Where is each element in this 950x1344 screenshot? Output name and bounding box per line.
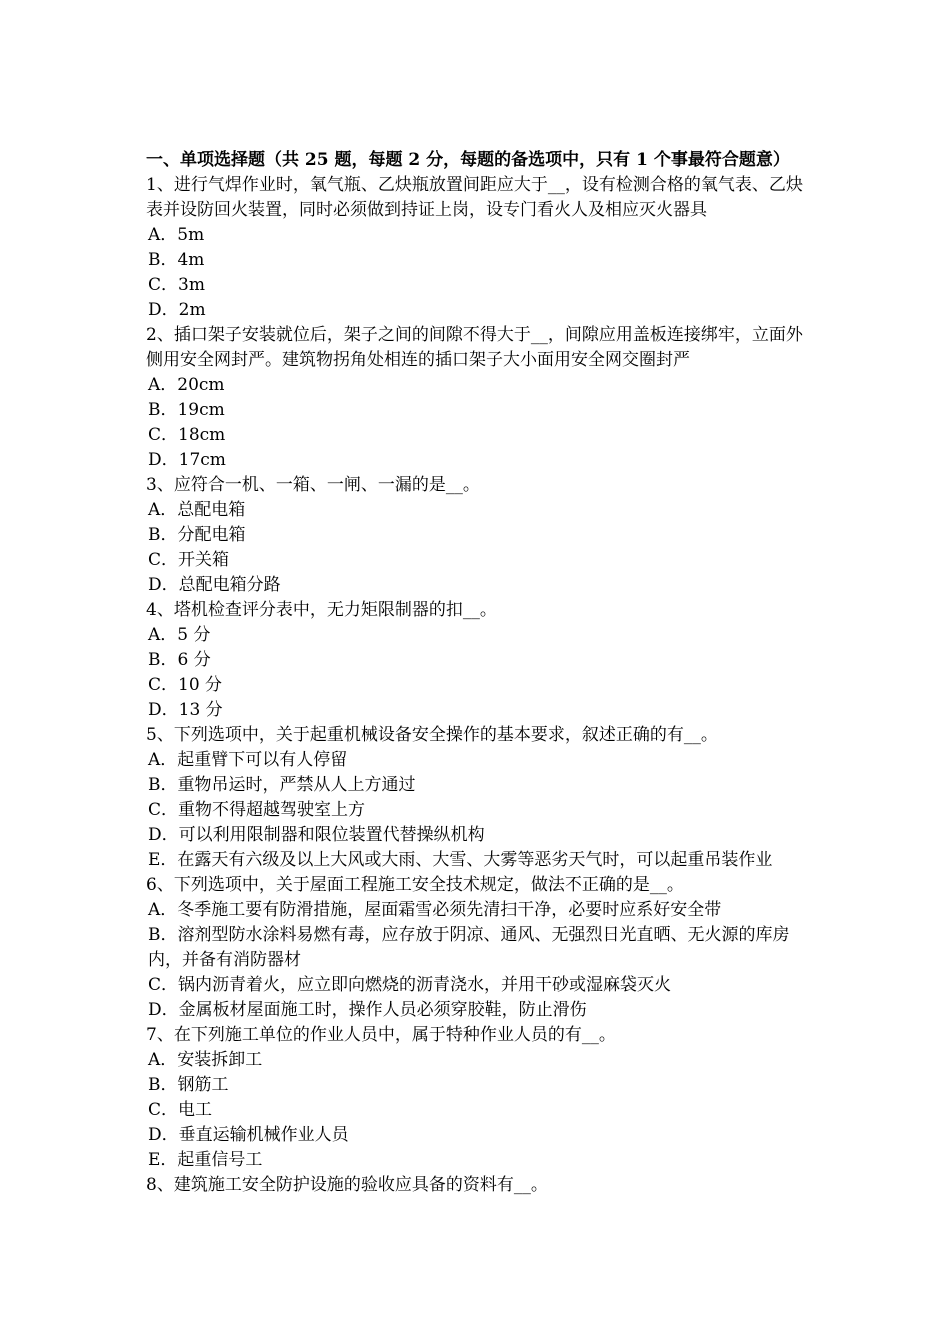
- option-c: C．10 分: [148, 675, 223, 695]
- option-c: C．18cm: [148, 425, 226, 445]
- option-d: D．可以利用限制器和限位装置代替操纵机构: [148, 825, 485, 845]
- option-b: B．钢筋工: [148, 1075, 229, 1095]
- question-5: [146, 723, 810, 873]
- option-c: C．开关箱: [148, 550, 230, 570]
- option-d: D．金属板材屋面施工时，操作人员必须穿胶鞋，防止滑伤: [148, 1000, 587, 1020]
- question-stem: 5、下列选项中，关于起重机械设备安全操作的基本要求，叙述正确的有__。: [146, 725, 718, 745]
- question-stem: 8、建筑施工安全防护设施的验收应具备的资料有__。: [146, 1175, 548, 1195]
- question-stem: 7、在下列施工单位的作业人员中，属于特种作业人员的有__。: [146, 1025, 616, 1045]
- question-stem: 4、塔机检查评分表中，无力矩限制器的扣__。: [146, 600, 497, 620]
- option-c: C．锅内沥青着火，应立即向燃烧的沥青浇水，并用干砂或湿麻袋灭火: [148, 975, 672, 995]
- option-a: A．起重臂下可以有人停留: [148, 750, 348, 770]
- option-b: B．19cm: [148, 400, 225, 420]
- question-stem: 6、下列选项中，关于屋面工程施工安全技术规定，做法不正确的是__。: [146, 875, 684, 895]
- question-6: [146, 873, 810, 1023]
- option-e: E．在露天有六级及以上大风或大雨、大雪、大雾等恶劣天气时，可以起重吊装作业: [148, 850, 773, 870]
- option-a: A．5m: [148, 225, 205, 245]
- question-1: [146, 173, 810, 323]
- option-d: D．13 分: [148, 700, 223, 720]
- option-a: A．5 分: [148, 625, 211, 645]
- option-d: D．总配电箱分路: [148, 575, 281, 595]
- option-b: B．6 分: [148, 650, 211, 670]
- option-b: B．4m: [148, 250, 205, 270]
- question-3: [146, 473, 810, 598]
- option-a: A．总配电箱: [148, 500, 246, 520]
- question-2: [146, 323, 810, 473]
- option-b: B．分配电箱: [148, 525, 246, 545]
- option-a: A．冬季施工要有防滑措施，屋面霜雪必须先清扫干净，必要时应系好安全带: [148, 900, 722, 920]
- option-d: D．2m: [148, 300, 206, 320]
- question-stem: 1、进行气焊作业时，氧气瓶、乙炔瓶放置间距应大于__，设有检测合格的氧气表、乙炔表并设防回火装置，同时必须做到持证上岗，设专门看火人及相应灭火器具: [146, 175, 803, 220]
- option-b: B．溶剂型防水涂料易燃有毒，应存放于阴凉、通风、无强烈日光直晒、无火源的库房内，并备有消防器材: [148, 925, 790, 970]
- option-c: C．电工: [148, 1100, 213, 1120]
- option-a: A．安装拆卸工: [148, 1050, 263, 1070]
- question-4: [146, 598, 810, 723]
- option-b: B．重物吊运时，严禁从人上方通过: [148, 775, 416, 795]
- question-stem: 3、应符合一机、一箱、一闸、一漏的是__。: [146, 475, 480, 495]
- option-c: C．3m: [148, 275, 205, 295]
- option-d: D．垂直运输机械作业人员: [148, 1125, 349, 1145]
- section-heading: 一、单项选择题（共 25 题，每题 2 分，每题的备选项中，只有 1 个事最符合题意）: [146, 150, 790, 170]
- question-7: [146, 1023, 810, 1173]
- option-a: A．20cm: [148, 375, 225, 395]
- option-d: D．17cm: [148, 450, 226, 470]
- option-e: E．起重信号工: [148, 1150, 263, 1170]
- option-c: C．重物不得超越驾驶室上方: [148, 800, 366, 820]
- question-8: [146, 1173, 810, 1198]
- document-page: [146, 148, 810, 1198]
- question-stem: 2、插口架子安装就位后，架子之间的间隙不得大于__，间隙应用盖板连接绑牢，立面外侧用安全网封严。建筑物拐角处相连的插口架子大小面用安全网交圈封严: [146, 325, 803, 370]
